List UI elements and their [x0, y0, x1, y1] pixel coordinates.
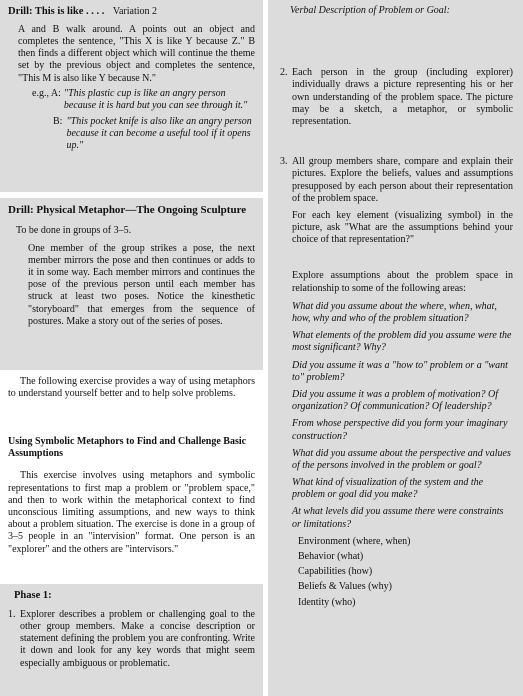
drill-like-description: A and B walk around. A points out an object and completes the sentence, "This X is like Y because Z." B then finds a different object which will continue the theme set by the previous object and completes the sentence, "This M is also like Y because N." [18, 23, 255, 84]
step3 [280, 156, 513, 246]
step2-number: 2. [280, 67, 288, 79]
step3b-text: For each key element (visualizing symbol) in the picture, ask "What are the assumptions behind your choice of that representation?" [292, 209, 513, 246]
step2 [280, 67, 513, 128]
step1-number: 1. [8, 608, 16, 620]
phase1-step1 [8, 609, 255, 670]
question-list [292, 301, 513, 531]
step2-text: Each person in the group (including explorer) individually draws a picture representing his or her own understanding of the problem space. The picture may be a sketch, a metaphor, or symbolic representation. [292, 67, 513, 127]
example-a-label: e.g., A: [32, 87, 61, 99]
drill-like-variation: Variation 2 [112, 6, 158, 17]
question-item: What elements of the problem did you assume were the most significant? Why? [292, 330, 512, 354]
level-item: Beliefs & Values (why) [298, 581, 392, 593]
example-b [53, 116, 255, 153]
intro-paragraph: The following exercise provides a way of using metaphors to understand yourself better and to help solve problems. [8, 376, 255, 400]
level-item: Environment (where, when) [298, 535, 411, 547]
question-item: What did you assume about the where, when, what, how, why and who of the problem situation? [292, 300, 497, 324]
drill-like-title: Drill: This is like . . . . [8, 6, 105, 17]
drill-metaphor-title: Drill: Physical Metaphor—The Ongoing Sculpture [8, 204, 247, 216]
example-a-text: "This plastic cup is like an angry person because it is hard but you can see through it." [63, 87, 248, 111]
question-item: What did you assume about the perspective and values of the persons involved in the problem or goal? [292, 447, 511, 471]
level-item: Identity (who) [298, 596, 356, 608]
phase1-box [0, 584, 263, 696]
levels-list [298, 536, 513, 609]
drill-this-is-like [0, 0, 263, 192]
step3-text: All group members share, compare and explain their pictures. Explore the beliefs, values and assumptions presupposed by each person about their representation of the problem space. [292, 156, 513, 204]
question-item: What kind of visualization of the system and the problem or goal did you make? [292, 477, 484, 501]
explore-assumptions [292, 270, 513, 608]
drill-like-heading [8, 6, 255, 19]
question-item: From whose perspective did you form your imaginary construction? [292, 418, 508, 442]
step3-number: 3. [280, 156, 288, 168]
level-item: Capabilities (how) [298, 566, 373, 578]
question-item: At what levels did you assume there were constraints or limitations? [292, 506, 504, 530]
example-b-text: "This pocket knife is also like an angry person because it can become a useful tool if it opens up." [66, 116, 252, 152]
drill-metaphor-groups: To be done in groups of 3–5. [16, 225, 132, 237]
intro-text [0, 376, 263, 400]
verbal-description-label: Verbal Description of Problem or Goal: [290, 5, 450, 16]
symbolic-metaphors-section [0, 436, 263, 556]
explore-intro: Explore assumptions about the problem space in relationship to some of the following areas: [292, 270, 513, 294]
drill-metaphor-body: One member of the group strikes a pose, the next member mirrors the pose and then continues or adds to it in some way. Each member mirrors and continues the pose of the previous person until each member has struck at least two poses. Notice the kinesthetic "storyboard" that emerges from the sequence of postures. Make a story out of the series of poses. [28, 242, 255, 327]
example-a [32, 88, 255, 112]
section-body: This exercise involves using metaphors and symbolic representations to first map a problem or "problem space," and then to work within the metaphorical context to find unconscious limiting assumptions, and new ways to think about a problem situation. The exercise is done in a group of 3–5 people in an "intervision" format. One person is an "explorer" and the others are "intervisors." [8, 470, 255, 555]
example-b-label: B: [53, 116, 63, 128]
question-item: Did you assume it was a problem of motivation? Of organization? Of communication? Of leadership? [292, 388, 499, 413]
step1-text: Explorer describes a problem or challenging goal to the other group members. Make a concise description or statement defining the problem you are confronting. Write it down and look for any key words that might seem especially ambiguous or problematic. [20, 608, 255, 669]
right-column [268, 0, 523, 696]
section-heading: Using Symbolic Metaphors to Find and Challenge Basic Assumptions [8, 436, 247, 460]
question-item: Did you assume it was a "how to" problem or a "want to" problem? [292, 359, 508, 383]
level-item: Behavior (what) [298, 551, 364, 562]
drill-physical-metaphor [0, 198, 263, 370]
phase1-title: Phase 1: [14, 590, 52, 601]
